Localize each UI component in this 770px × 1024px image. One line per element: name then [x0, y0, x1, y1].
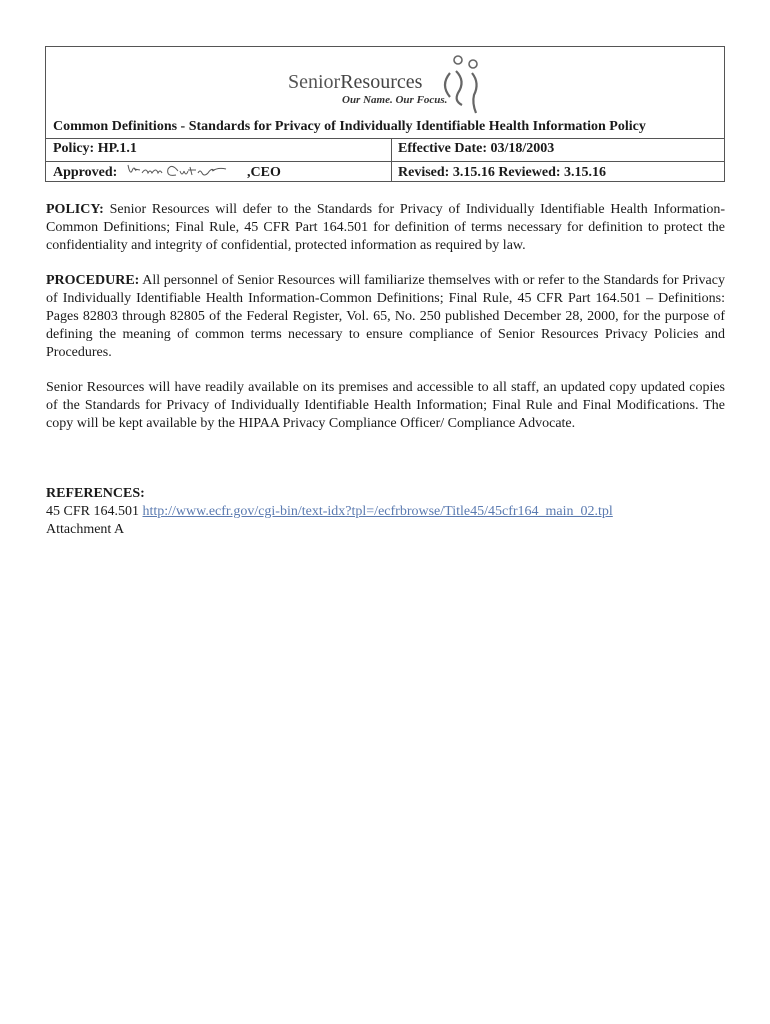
- reference-cfr: [46, 504, 613, 520]
- header-column-divider: [391, 138, 392, 182]
- logo-tagline: Our Name. Our Focus.: [342, 94, 448, 106]
- attachment-reference: Attachment A: [46, 522, 125, 537]
- policy-label: POLICY:: [46, 202, 104, 217]
- logo-figures-icon: [436, 51, 488, 115]
- availability-paragraph: Senior Resources will have readily available on its premises and accessible to all staff, an updated copy updated copies of the Standards for Privacy of Individually Identifiable Health Information; Final Rule and Final Modifications. The copy will be kept available by the HIPAA Privacy Compliance Officer/ Compliance Advocate.: [46, 380, 725, 431]
- logo-brand-first: Senior: [288, 71, 341, 93]
- policy-header-box: [45, 46, 725, 182]
- policy-title: Common Definitions - Standards for Privacy of Individually Identifiable Health Information Policy: [53, 119, 646, 134]
- procedure-label: PROCEDURE:: [46, 273, 140, 288]
- logo-brand-second: Resources: [340, 71, 423, 93]
- approved-label: Approved:: [53, 165, 118, 180]
- references-heading: REFERENCES:: [46, 486, 145, 501]
- logo-wordmark: [288, 71, 422, 94]
- revised-reviewed: Revised: 3.15.16 Reviewed: 3.15.16: [398, 165, 607, 180]
- reference-cfr-label: 45 CFR 164.501: [46, 504, 143, 519]
- policy-paragraph: [46, 201, 725, 255]
- header-divider: [46, 138, 724, 139]
- signature-image: [126, 161, 250, 181]
- policy-number: Policy: HP.1.1: [53, 141, 137, 156]
- ecfr-link[interactable]: http://www.ecfr.gov/cgi-bin/text-idx?tpl=/ecfrbrowse/Title45/45cfr164_main_02.tpl: [142, 504, 613, 519]
- logo: [46, 47, 724, 119]
- procedure-paragraph: [46, 272, 725, 362]
- policy-text: Senior Resources will defer to the Standards for Privacy of Individually Identifiable Health Information-Common Definitions; Final Rule, 45 CFR Part 164.501 for definition of terms necessary for definition to protect the confidentiality and integrity of confidential, protected information as required by law.: [46, 202, 725, 253]
- procedure-text: All personnel of Senior Resources will familiarize themselves with or refer to the Standards for Privacy of Individually Identifiable Health Information-Common Definitions; Final Rule, 45 CFR Part 164.501 – Definitions: Pages 82803 through 82805 of the Federal Register, Vol. 65, No. 250 published December 28, 2000, for the purpose of defining the meaning of common terms necessary to ensure compliance of Senior Resources Privacy Policies and Procedures.: [46, 273, 725, 360]
- effective-date: Effective Date: 03/18/2003: [398, 141, 555, 156]
- approved-title: ,CEO: [247, 165, 281, 180]
